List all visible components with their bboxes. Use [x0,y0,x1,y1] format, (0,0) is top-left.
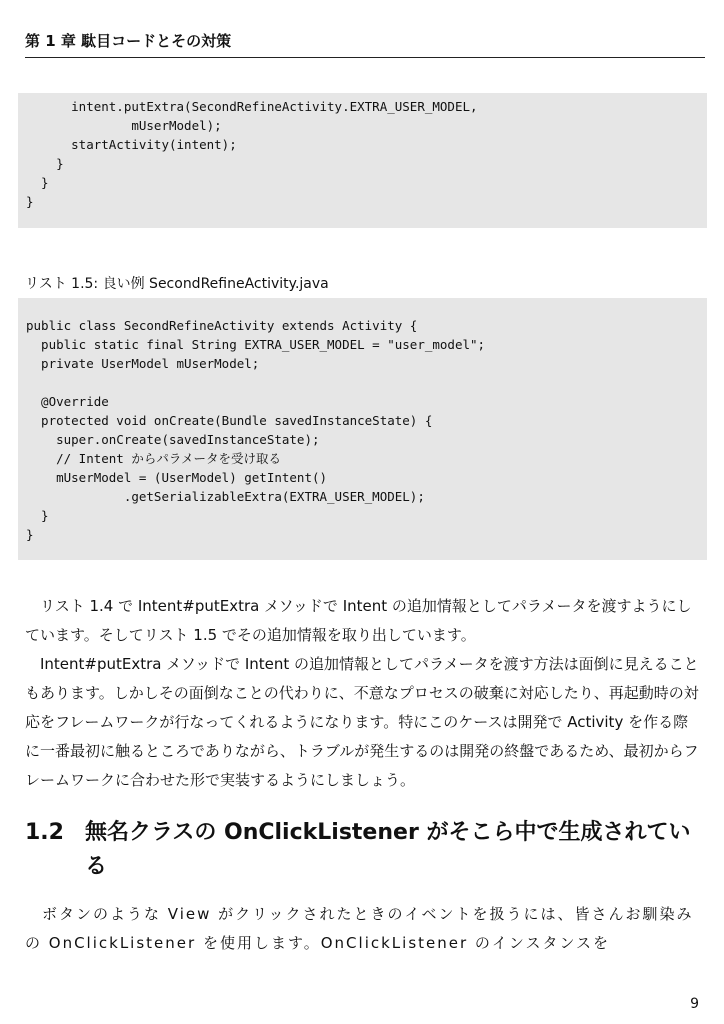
code-block-continued: intent.putExtra(SecondRefineActivity.EXTRA_USER_MODEL, mUserModel); startActivity(intent); } } } [18,93,707,228]
listing-caption: リスト 1.5: 良い例 SecondRefineActivity.java [25,276,329,292]
page-number: 9 [690,996,699,1012]
body-paragraph-3: ボタンのような View がクリックされたときのイベントを扱うには、皆さんお馴染みの OnClickListener を使用します。OnClickListener のインスタンスを [25,905,694,952]
section-heading [25,816,705,884]
code-block-listing-1-5: public class SecondRefineActivity extends Activity { public static final String EXTRA_USER_MODEL = "user_model"; private UserModel mUserModel; @Override protected void onCreate(Bundle savedInstanceState) { super.onCreate(savedInstanceState); // Intent からパラメータを受け取る mUserModel = (UserModel) getIntent() .getSerializableExtra(EXTRA_USER_MODEL); } } [18,298,707,560]
running-header: 第 1 章 駄目コードとその対策 [25,30,705,58]
body-paragraph-1: リスト 1.4 で Intent#putExtra メソッドで Intent の追加情報としてパラメータを渡すようにしています。そしてリスト 1.5 でその追加情報を取り出しています。 [25,597,692,644]
body-paragraph-2: Intent#putExtra メソッドで Intent の追加情報としてパラメータを渡す方法は面倒に見えることもあります。しかしその面倒なことの代わりに、不意なプロセスの破棄に対応したり、再起動時の対応をフレームワークが行なってくれるようになります。特にこのケースは開発で Activity を作る際に一番最初に触るところでありながら、トラブルが発生するのは開発の終盤であるため、最初からフレームワークに合わせた形で実装するようにしましょう。 [25,655,699,789]
section-title: 無名クラスの OnClickListener がそこら中で生成されている [85,820,691,879]
section-number: 1.2 [25,820,64,845]
